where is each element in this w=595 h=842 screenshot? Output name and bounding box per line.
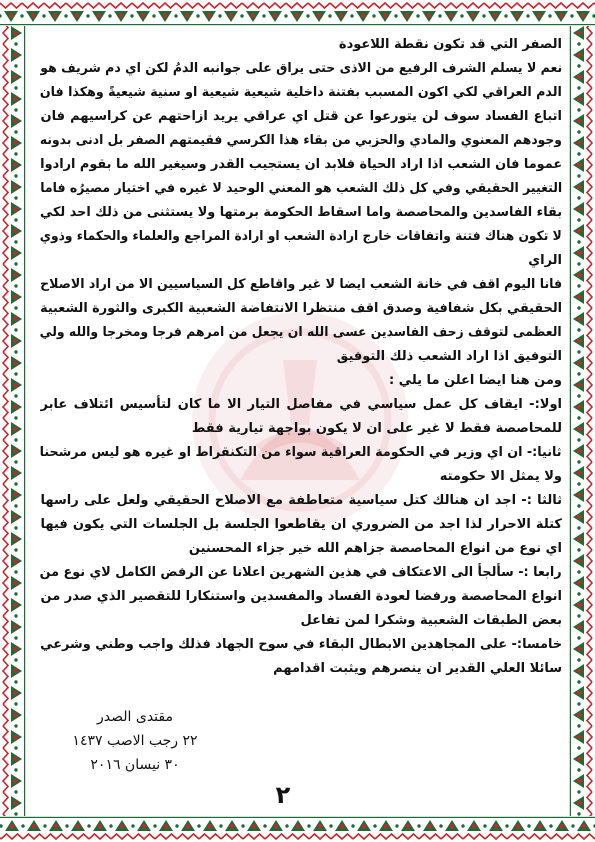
announcement-intro-line xyxy=(40,369,562,393)
list-item-line xyxy=(40,489,562,513)
signatory-name: مقتدى الصدر xyxy=(97,709,173,725)
list-item-line xyxy=(40,585,562,609)
left-border-band xyxy=(0,26,26,816)
line-text: نعم لا يسلم الشرف الرفيع من الاذى حتى يراق على جوانبه الدمُ لكن اي دم شريف هو xyxy=(40,61,562,76)
bottom-border-band xyxy=(0,816,595,842)
list-item-line xyxy=(40,465,562,489)
line-text: التغيير الحقيقي وفي كل ذلك الشعب هو المعني الوحيد لا غيره في اختيار مصيرُه فاما xyxy=(40,181,562,196)
line-text: بقاء الفاسدين والمحاصصة واما اسقاط الحكومة برمتها ولا يستثنى من ذلك احد لكي xyxy=(40,205,562,220)
top-border-band xyxy=(0,0,595,26)
line-text: وجودهم المعنوي والمادي والحزبي من بقاء هذا الكرسي فقيمتهم الصفر بل ادنى بدونه xyxy=(40,133,562,148)
line-text: سائلا العلي القدير ان ينصرهم ويثبت اقدامهم xyxy=(273,661,562,676)
text-line xyxy=(40,177,562,201)
line-text: فانا اليوم اقف في خانة الشعب ايضا لا غير واقاطع كل السياسيين الا من اراد الاصلاح xyxy=(40,277,562,292)
list-item-line xyxy=(40,513,562,537)
text-line xyxy=(40,201,562,225)
list-item-line xyxy=(40,609,562,633)
gregorian-date: ٣٠ نيسان ٢٠١٦ xyxy=(90,757,180,773)
text-line xyxy=(40,105,562,129)
line-text: ثانيا:- ان اي وزير في الحكومة العراقية سواء من التكنقراط او غيره هو ليس مرشحنا xyxy=(40,445,562,460)
line-text: اولا:- ايقاف كل عمل سياسي في مفاصل التيار الا ما كان لتأسيس ائتلاف عابر xyxy=(40,397,562,412)
signature-block xyxy=(55,705,215,777)
line-text: ولا يمثل الا حكومته xyxy=(439,469,562,484)
line-text: الصفر التي قد تكون نقطة اللاعودة xyxy=(338,37,562,52)
text-line xyxy=(40,153,562,177)
line-text: لا تكون هناك فتنة واتفاقات خارج ارادة الشعب او ارادة المراجع والعلماء والحكماء وذوي xyxy=(40,229,562,244)
line-text: للمحاصصة فقط لا غير على ان لا يكون بواجهة تيارية فقط xyxy=(191,421,562,436)
text-line xyxy=(40,345,562,369)
text-line xyxy=(40,297,562,321)
list-item-line xyxy=(40,417,562,441)
line-text: ومن هنا ايضا اعلن ما يلي : xyxy=(388,373,562,388)
page-number: ٢ xyxy=(275,781,291,809)
text-line xyxy=(40,81,562,105)
text-line xyxy=(40,57,562,81)
text-line xyxy=(40,273,562,297)
line-text: خامسا:- على المجاهدين الابطال البقاء في سوح الجهاد فذلك واجب وطني وشرعي xyxy=(40,637,562,652)
text-line xyxy=(40,225,562,249)
line-text: بعض الطبقات الشعبية وشكرا لمن تفاعل xyxy=(300,613,562,628)
list-item-line xyxy=(40,633,562,657)
line-text: عموما فان الشعب اذا اراد الحياة فلابد ان يستجيب القدر وسيغير الله ما بقوم ارادوا xyxy=(40,157,562,172)
line-text: الراي xyxy=(528,253,562,268)
text-line xyxy=(40,129,562,153)
text-line xyxy=(40,249,562,273)
line-text: انواع المحاصصة ورفضا لعودة الفساد والمفسدين واستنكارا للتقصير الذي صدر من xyxy=(40,589,562,604)
line-text: ثالثا :- اجد ان هنالك كتل سياسية متعاطفة مع الاصلاح الحقيقي ولعل على راسها xyxy=(40,493,562,508)
line-text: الدم العراقي لكي اكون المسبب بفتنة داخلية شيعية شيعية او سنية شيعيةً وهكذا فان xyxy=(40,85,562,100)
line-text: رابعا :- سألجأ الى الاعتكاف في هذين الشهرين اعلانا عن الرفض الكامل لاي نوع من xyxy=(40,565,562,580)
line-text: اتباع الفساد سوف لن يتورعوا عن قتل اي عراقي يريد ازاحتهم عن كراسيهم فان xyxy=(40,109,562,124)
list-item-line xyxy=(40,393,562,417)
line-text: اي نوع من انواع المحاصصة جزاهم الله خير جزاء المحسنين xyxy=(188,541,562,556)
list-item-line xyxy=(40,561,562,585)
line-text: التوفيق اذا اراد الشعب ذلك التوفيق xyxy=(336,349,562,364)
hijri-date: ٢٢ رجب الاصب ١٤٣٧ xyxy=(72,733,198,749)
text-line xyxy=(40,321,562,345)
text-line xyxy=(40,33,562,57)
line-text: الحقيقي بكل شفافية وصدق اقف منتظرا الانتفاضة الشعبية الكبرى والثورة الشعبية xyxy=(40,301,562,316)
statement-body xyxy=(40,33,562,681)
list-item-line xyxy=(40,537,562,561)
list-item-line xyxy=(40,441,562,465)
line-text: العظمى لتوقف زحف الفاسدين عسى الله ان يجعل من امرهم فرجا ومخرجا والله ولي xyxy=(40,325,562,340)
list-item-line xyxy=(40,657,562,681)
line-text: كتلة الاحرار لذا اجد من الضروري ان يقاطعوا الجلسة بل الجلسات التي يكون فيها xyxy=(40,517,562,532)
right-border-band xyxy=(569,26,595,816)
